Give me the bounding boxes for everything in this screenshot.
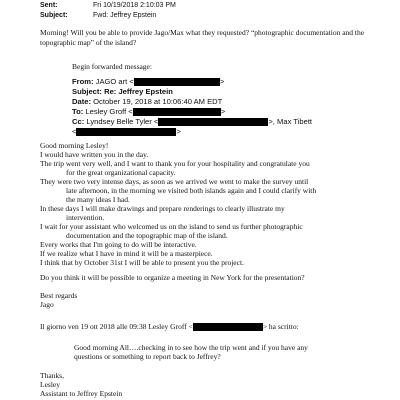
intro-text: Morning! Will you be able to provide Jago/Max what they requested? “photographic documentation and the topographic map” of the island? [40, 28, 365, 47]
forward-date-label: Date: [72, 97, 91, 106]
body-line: intervention. [66, 213, 105, 222]
redaction [134, 78, 220, 86]
signature: Jago [40, 300, 54, 309]
forward-date-value: October 19, 2018 at 10:06:40 AM EDT [93, 97, 223, 106]
forward-cc-line2-start: < [72, 127, 77, 136]
body-line: documentation and the topographic map of the island. [66, 231, 228, 240]
redaction [158, 118, 268, 126]
body-line: late afternoon, in the morning we visited both islands again and I could clarify with [66, 186, 317, 195]
forward-subject-label: Subject: [72, 87, 102, 96]
body-line: They were two very intense days, as soon as we arrived we went to make the survey until [40, 177, 309, 186]
body-line: The trip went very well, and I want to thank you for your hospitality and congratulate you [40, 159, 310, 168]
sent-label: Sent: [40, 2, 58, 9]
forward-cc-line [72, 117, 312, 127]
redaction [76, 128, 176, 136]
quote-line: questions or something to report back to Jeffrey? [74, 352, 221, 361]
body-line: In these days I will make drawings and prepare renderings to clearly illustrate my [40, 204, 285, 213]
closing-name: Lesley [40, 380, 60, 389]
forward-cc-mid: >, Max Tibett [268, 117, 313, 126]
forward-cc-label: Cc: [72, 117, 85, 126]
quote-intro [40, 322, 299, 331]
forward-cc-line2-end: > [176, 127, 181, 136]
forward-subject-line [72, 87, 173, 97]
begin-forwarded: Begin forwarded message: [72, 62, 152, 71]
body-line: Do you think it will be possible to organize a meeting in New York for the presentation? [40, 273, 305, 282]
forward-cc-line-2 [72, 127, 181, 137]
forward-from-label: From: [72, 77, 94, 86]
quote-intro-start: Il giorno ven 19 ott 2018 alle 09:38 Lesley Groff < [40, 322, 193, 331]
body-line: I wait for your assistant who welcomed us on the island to send us further photographic [40, 222, 303, 231]
greeting: Good morning Lesley! [40, 141, 109, 150]
body-line: I would have written you in the day. [40, 150, 149, 159]
body-line: the many ideas I had. [66, 195, 130, 204]
body-line: I think that by October 31st I will be able to present you the project. [40, 258, 244, 267]
forward-cc-value: Lyndsey Belle Tyler < [86, 117, 159, 126]
subject-value: Fwd: Jeffrey Epstein [93, 12, 157, 19]
sent-value: Fri 10/19/2018 2:10:03 PM [93, 2, 176, 9]
regards: Best regards [40, 291, 78, 300]
subject-label: Subject: [40, 12, 68, 19]
quote-line: Good morning All….checking in to see how the trip went and if you have any [74, 343, 308, 352]
forward-header [72, 77, 392, 137]
closing-title: Assistant to Jeffrey Epstein [40, 389, 123, 398]
forward-from-value: JAGO art < [95, 77, 134, 86]
body-line: Every works that I'm going to do will be interactive. [40, 240, 197, 249]
forward-to-label: To: [72, 107, 84, 116]
redaction [133, 108, 221, 116]
forward-date-line [72, 97, 222, 107]
forward-subject-value: Re: Jeffrey Epstein [104, 87, 173, 96]
redaction [193, 323, 263, 331]
forward-to-value: Lesley Groff < [85, 107, 133, 116]
closing-thanks: Thanks, [40, 371, 64, 380]
body-line: for the great organizational capacity. [66, 168, 176, 177]
forward-to-end: > [220, 107, 226, 116]
forward-from-line [72, 77, 224, 87]
quote-intro-end: > ha scritto: [262, 322, 299, 331]
forward-to-line [72, 107, 225, 117]
body-line: If we realize what I have in mind it will be a masterpiece. [40, 249, 213, 258]
forward-from-end: > [219, 77, 225, 86]
